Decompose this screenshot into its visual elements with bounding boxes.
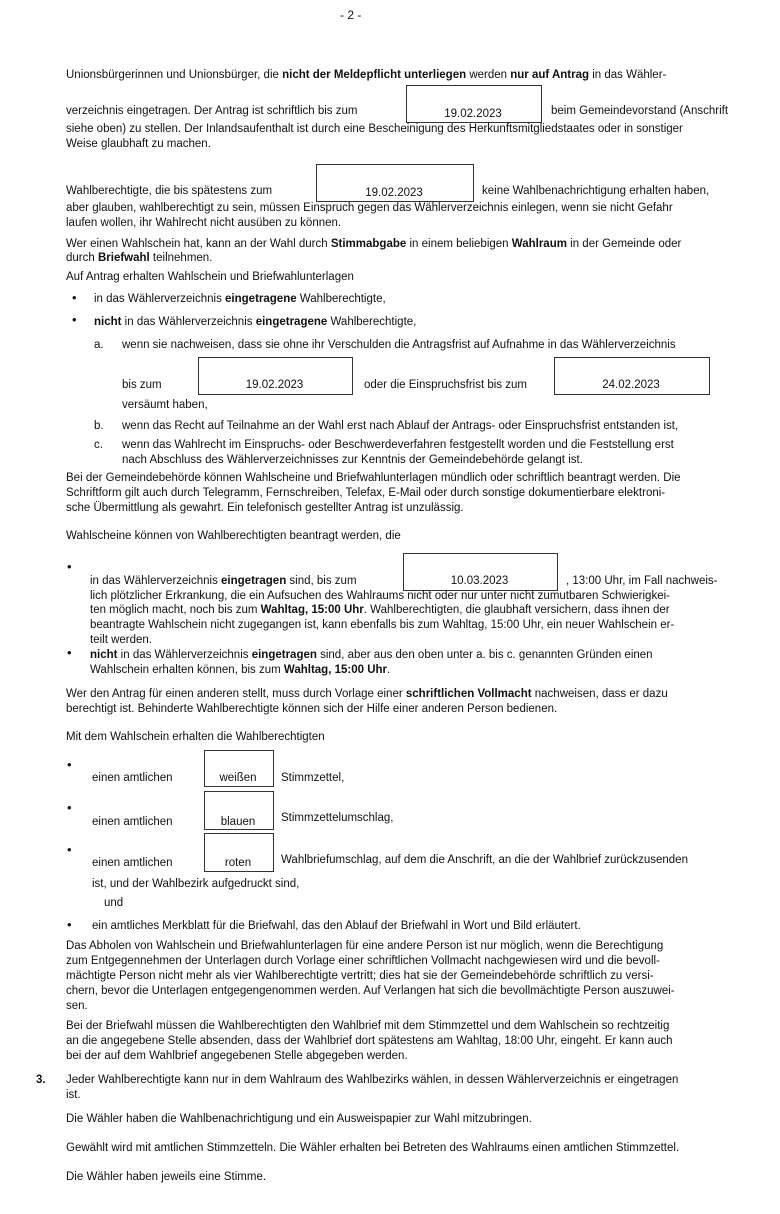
text: sind, bis zum (286, 575, 357, 587)
text-line: wenn sie nachweisen, dass sie ohne ihr Verschulden die Antragsfrist auf Aufnahme in das Wählerverzeichnis (122, 339, 676, 351)
bold-text: nicht der Meldepflicht unterliegen (282, 69, 467, 81)
text-line: versäumt haben, (122, 399, 208, 411)
text-line: Weise glaubhaft zu machen. (66, 138, 211, 150)
bold-text: nicht (94, 316, 122, 328)
text-line: einen amtlichen (92, 772, 173, 784)
text-line: oder die Einspruchsfrist bis zum (364, 379, 527, 391)
text-line: sen. (66, 1000, 88, 1012)
text-line: teilt werden. (90, 634, 153, 646)
text-line: Stimmzettelumschlag, (281, 812, 394, 824)
bullet-icon: • (72, 290, 77, 305)
text-line: Jeder Wahlberechtigte kann nur in dem Wahlraum des Wahlbezirks wählen, in dessen Wählerverzeichnis er eingetragen (66, 1074, 679, 1086)
text-line (66, 68, 666, 82)
bold-text: eingetragen (221, 575, 287, 587)
text: sind, aber aus den oben unter a. bis c. genannten Gründen einen (316, 649, 653, 661)
text: in einem beliebigen (406, 238, 512, 250)
text: in das Wählerverzeichnis (94, 293, 226, 305)
text-line: Auf Antrag erhalten Wahlschein und Briefwahlunterlagen (66, 271, 354, 283)
text-line: , 13:00 Uhr, im Fall nachweis- (566, 575, 718, 587)
text-line: Schriftform gilt auch durch Telegramm, Fernschreiben, Telefax, E-Mail oder durch sonstige dokumentierbare elektroni- (66, 487, 666, 499)
text-line: nach Abschluss des Wählerverzeichnisses zur Kenntnis der Gemeindebehörde gelangt ist. (122, 454, 583, 466)
list-item (94, 315, 416, 329)
text: in das Wählerverzeichnis (121, 316, 256, 328)
page-number: - 2 - (340, 8, 362, 22)
bold-text: Wahltag, 15:00 Uhr (283, 664, 388, 676)
bold-text: Briefwahl (97, 252, 150, 264)
text-line (66, 251, 212, 265)
text-line: Das Abholen von Wahlschein und Briefwahlunterlagen für eine andere Person ist nur möglich, wenn die Berechtigung (66, 940, 664, 952)
text-line: aber glauben, wahlberechtigt zu sein, müssen Einspruch gegen das Wählerverzeichnis einlegen, wenn sie nicht Gefahr (66, 202, 673, 214)
text-line: Die Wähler haben die Wahlbenachrichtigung und ein Ausweispapier zur Wahl mitzubringen. (66, 1113, 532, 1125)
text-line: wenn das Recht auf Teilnahme an der Wahl erst nach Ablauf der Antrags- oder Einspruchsfrist entstanden ist, (122, 420, 679, 432)
text-line: zum Entgegennehmen der Unterlagen durch Vorlage einer schriftlichen Vollmacht nachgewiesen wird und die bevoll- (66, 955, 660, 967)
text-line (90, 663, 390, 677)
text-line: an die angegebene Stelle absenden, dass der Wahlbrief dort spätestens am Wahltag, 18:00 Uhr, eingeht. Er kann auch (66, 1035, 673, 1047)
text: Wer den Antrag für einen anderen stellt, muss durch Vorlage einer (66, 688, 406, 700)
list-item (90, 648, 653, 662)
text: Wer einen Wahlschein hat, kann an der Wahl durch (66, 238, 331, 250)
list-marker: b. (94, 420, 104, 432)
bullet-icon: • (67, 645, 72, 660)
text-line: wenn das Wahlrecht im Einspruchs- oder Beschwerdeverfahren festgestellt worden und die Feststellung erst (122, 439, 674, 451)
text-line: mächtigte Person nicht mehr als vier Wahlberechtigte vertritt; dies hat sie der Gemeindebehörde schriftlich zu versi- (66, 970, 654, 982)
text-line: beantragte Wahlschein nicht zugegangen ist, kann ebenfalls bis zum Wahltag, 15:00 Uhr, ein neuer Wahlschein er- (90, 619, 675, 631)
text-line: chern, bevor die Unterlagen entgegengenommen werden. Auf Verlangen hat sich die bevollmächtigte Person auszuwei- (66, 985, 675, 997)
text-line: und (104, 897, 124, 909)
text: nachweisen, dass er dazu (531, 688, 668, 700)
text-line: bis zum (122, 379, 162, 391)
text: durch (66, 252, 98, 264)
text-line: beim Gemeindevorstand (Anschrift (551, 105, 729, 117)
text: teilnehmen. (149, 252, 213, 264)
text-line: Wahlberechtigte, die bis spätestens zum (66, 185, 273, 197)
list-marker: c. (94, 439, 103, 451)
bold-text: eingetragene (255, 316, 328, 328)
bold-text: Wahlraum (511, 238, 567, 250)
bullet-icon: • (67, 917, 72, 932)
text-line: lich plötzlicher Erkrankung, die ein Aufsuchen des Wahlraums nicht oder nur unter nicht zumutbaren Schwierigkei- (90, 590, 670, 602)
text-line: ist. (66, 1089, 81, 1101)
text-line: einen amtlichen (92, 816, 173, 828)
section-number: 3. (36, 1074, 46, 1086)
text: Wahlschein erhalten können, bis zum (90, 664, 284, 676)
text-line: ist, und der Wahlbezirk aufgedruckt sind, (92, 878, 300, 890)
text: Unionsbürgerinnen und Unionsbürger, die (66, 69, 283, 81)
text-line (66, 687, 668, 701)
text: . (387, 664, 391, 676)
date-value: 24.02.2023 (602, 379, 660, 391)
text-line: Bei der Briefwahl müssen die Wahlberechtigten den Wahlbrief mit dem Stimmzettel und dem Wahlschein so rechtzeitig (66, 1020, 670, 1032)
text-line (90, 603, 670, 617)
text-line: ein amtliches Merkblatt für die Briefwahl, das den Ablauf der Briefwahl in Wort und Bild erläutert. (92, 920, 581, 932)
text-line: sche Übermittlung als gewahrt. Ein telefonisch gestellter Antrag ist unzulässig. (66, 502, 464, 514)
text: ten möglich macht, noch bis zum (90, 604, 261, 616)
text-line: einen amtlichen (92, 857, 173, 869)
text-line (66, 237, 681, 251)
text-line: Gewählt wird mit amtlichen Stimmzetteln. Die Wähler erhalten bei Betreten des Wahlraums einen amtlichen Stimmzettel. (66, 1142, 680, 1154)
text-line: siehe oben) zu stellen. Der Inlandsaufenthalt ist durch eine Bescheinigung des Herkunftsmitgliedstaates oder in sonstiger (66, 123, 683, 135)
bold-text: eingetragen (251, 649, 317, 661)
bold-text: Wahltag, 15:00 Uhr (260, 604, 364, 616)
text: in der Gemeinde oder (566, 238, 682, 250)
list-item (90, 574, 357, 588)
bold-text: Stimmabgabe (330, 238, 407, 250)
text-line: Wahlbriefumschlag, auf dem die Anschrift, an die der Wahlbrief zurückzusenden (281, 854, 688, 866)
bold-text: nur auf Antrag (510, 69, 590, 81)
color-value: blauen (220, 816, 256, 828)
text: Wahlberechtigte, (327, 316, 417, 328)
bullet-icon: • (67, 800, 72, 815)
text-line: keine Wahlbenachrichtigung erhalten haben, (482, 185, 710, 197)
text-line: berechtigt ist. Behinderte Wahlberechtigte können sich der Hilfe einer anderen Person bedienen. (66, 703, 558, 715)
text: in das Wähler- (589, 69, 667, 81)
bold-text: schriftlichen Vollmacht (405, 688, 532, 700)
text-line: Wahlscheine können von Wahlberechtigten beantragt werden, die (66, 530, 401, 542)
date-value: 10.03.2023 (450, 575, 509, 587)
bullet-icon: • (72, 312, 77, 327)
text-line: Stimmzettel, (281, 772, 345, 784)
text: werden (466, 69, 511, 81)
date-value: 19.02.2023 (365, 187, 423, 199)
text-line: Mit dem Wahlschein erhalten die Wahlberechtigten (66, 731, 325, 743)
text: Wahlberechtigte, (296, 293, 386, 305)
text: . Wahlberechtigten, die glaubhaft versichern, dass ihnen der (363, 604, 670, 616)
list-item (94, 292, 386, 306)
color-value: roten (224, 857, 252, 869)
text-line: Die Wähler haben jeweils eine Stimme. (66, 1171, 267, 1183)
bold-text: nicht (90, 649, 118, 661)
text-line: laufen wollen, ihr Wahlrecht nicht ausüben zu können. (66, 217, 342, 229)
bullet-icon: • (67, 842, 72, 857)
text: in das Wählerverzeichnis (117, 649, 252, 661)
bullet-icon: • (67, 559, 72, 574)
date-value: 19.02.2023 (245, 379, 304, 391)
bullet-icon: • (67, 757, 72, 772)
text-line: verzeichnis eingetragen. Der Antrag ist schriftlich bis zum (66, 105, 358, 117)
bold-text: eingetragene (225, 293, 297, 305)
date-value: 19.02.2023 (444, 108, 502, 120)
color-value: weißen (219, 772, 257, 784)
text-line: bei der auf dem Wahlbrief angegebenen Stelle abgegeben werden. (66, 1050, 408, 1062)
text: in das Wählerverzeichnis (90, 575, 222, 587)
list-marker: a. (94, 339, 104, 351)
text-line: Bei der Gemeindebehörde können Wahlscheine und Briefwahlunterlagen mündlich oder schriftlich beantragt werden. Die (66, 472, 681, 484)
